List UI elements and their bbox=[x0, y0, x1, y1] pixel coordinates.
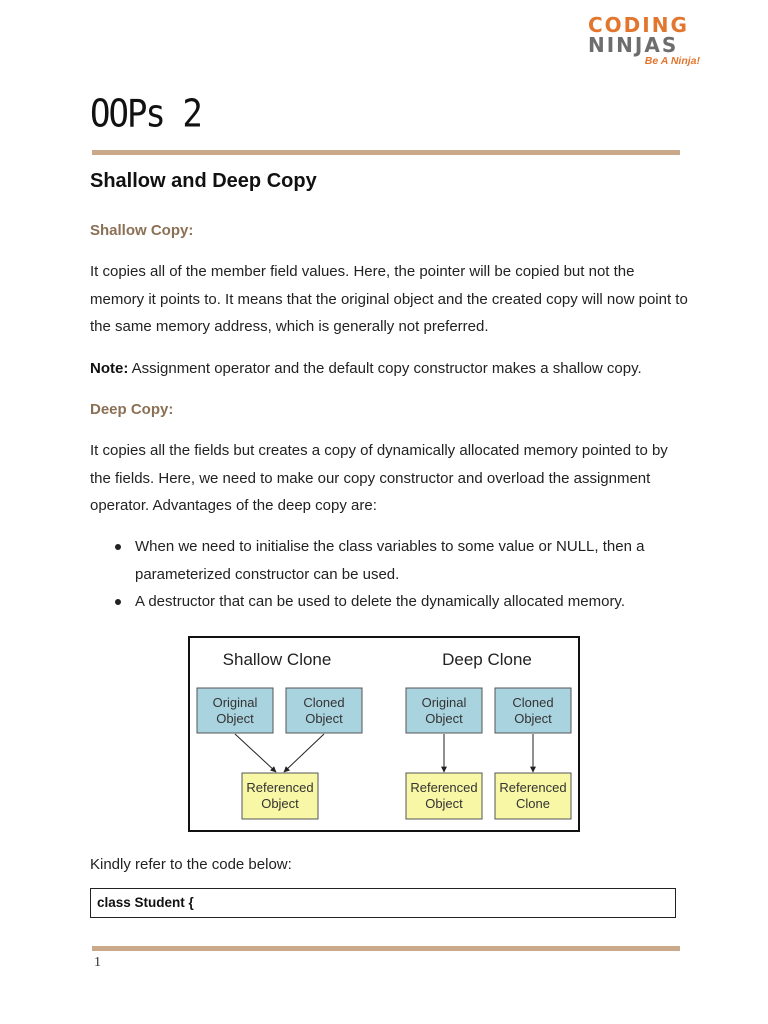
svg-text:Object: Object bbox=[425, 711, 463, 726]
svg-text:Referenced: Referenced bbox=[410, 780, 478, 795]
logo-text-line1: CODING bbox=[588, 13, 689, 37]
shallow-deep-clone-diagram bbox=[188, 636, 580, 832]
deep-original-object-box bbox=[406, 688, 482, 733]
deep-clone-title: Deep Clone bbox=[442, 650, 532, 669]
svg-text:Object: Object bbox=[425, 796, 463, 811]
deep-copy-heading: Deep Copy: bbox=[90, 401, 174, 418]
svg-text:Referenced: Referenced bbox=[246, 780, 314, 795]
svg-text:Object: Object bbox=[216, 711, 254, 726]
note-label: Note: bbox=[90, 360, 129, 377]
svg-text:Object: Object bbox=[514, 711, 552, 726]
bottom-divider bbox=[92, 946, 680, 951]
list-item bbox=[90, 533, 690, 588]
shallow-original-object-box bbox=[197, 688, 273, 733]
list-item-text: When we need to initialise the class variables to some value or NULL, then a parameterized constructor can be used. bbox=[135, 538, 645, 583]
top-divider bbox=[92, 150, 680, 155]
shallow-clone-title: Shallow Clone bbox=[222, 650, 332, 669]
list-item-text: A destructor that can be used to delete the dynamically allocated memory. bbox=[135, 593, 625, 610]
svg-text:Referenced: Referenced bbox=[499, 780, 567, 795]
coding-ninjas-logo bbox=[588, 14, 706, 70]
svg-text:Object: Object bbox=[261, 796, 299, 811]
advantages-list bbox=[90, 533, 690, 616]
shallow-copy-heading: Shallow Copy: bbox=[90, 222, 194, 239]
refer-code-text: Kindly refer to the code below: bbox=[90, 856, 292, 873]
shallow-referenced-object-box bbox=[242, 773, 318, 819]
svg-text:Clone: Clone bbox=[516, 796, 550, 811]
deep-referenced-clone-box bbox=[495, 773, 571, 819]
document-title: OOPs 2 bbox=[90, 92, 201, 137]
svg-text:Object: Object bbox=[305, 711, 343, 726]
svg-text:Cloned: Cloned bbox=[512, 695, 554, 710]
code-block bbox=[90, 888, 676, 918]
deep-cloned-object-box bbox=[495, 688, 571, 733]
shallow-copy-paragraph: It copies all of the member field values. Here, the pointer will be copied but not the memory it points to. It means that the original object and the created copy will now point to the same memory address, which is generally not preferred. bbox=[90, 263, 688, 335]
svg-text:Cloned: Cloned bbox=[303, 695, 345, 710]
deep-copy-paragraph: It copies all the fields but creates a copy of dynamically allocated memory pointed to by the fields. Here, we need to make our copy constructor and overload the assignment operator. Advantages of the deep copy are: bbox=[90, 442, 668, 514]
bullet-icon bbox=[115, 544, 121, 550]
svg-text:Original: Original bbox=[421, 695, 467, 710]
deep-referenced-object-box bbox=[406, 773, 482, 819]
logo-text-line2: NINJAS bbox=[588, 33, 679, 57]
code-line: class Student { bbox=[97, 895, 194, 910]
svg-text:Original: Original bbox=[212, 695, 258, 710]
bullet-icon bbox=[115, 599, 121, 605]
list-item bbox=[90, 588, 690, 616]
page-number: 1 bbox=[94, 955, 101, 970]
logo-tagline: Be A Ninja! bbox=[644, 55, 700, 67]
shallow-cloned-object-box bbox=[286, 688, 362, 733]
note-paragraph bbox=[90, 355, 690, 383]
section-heading: Shallow and Deep Copy bbox=[90, 170, 317, 192]
note-text: Assignment operator and the default copy constructor makes a shallow copy. bbox=[128, 360, 642, 377]
